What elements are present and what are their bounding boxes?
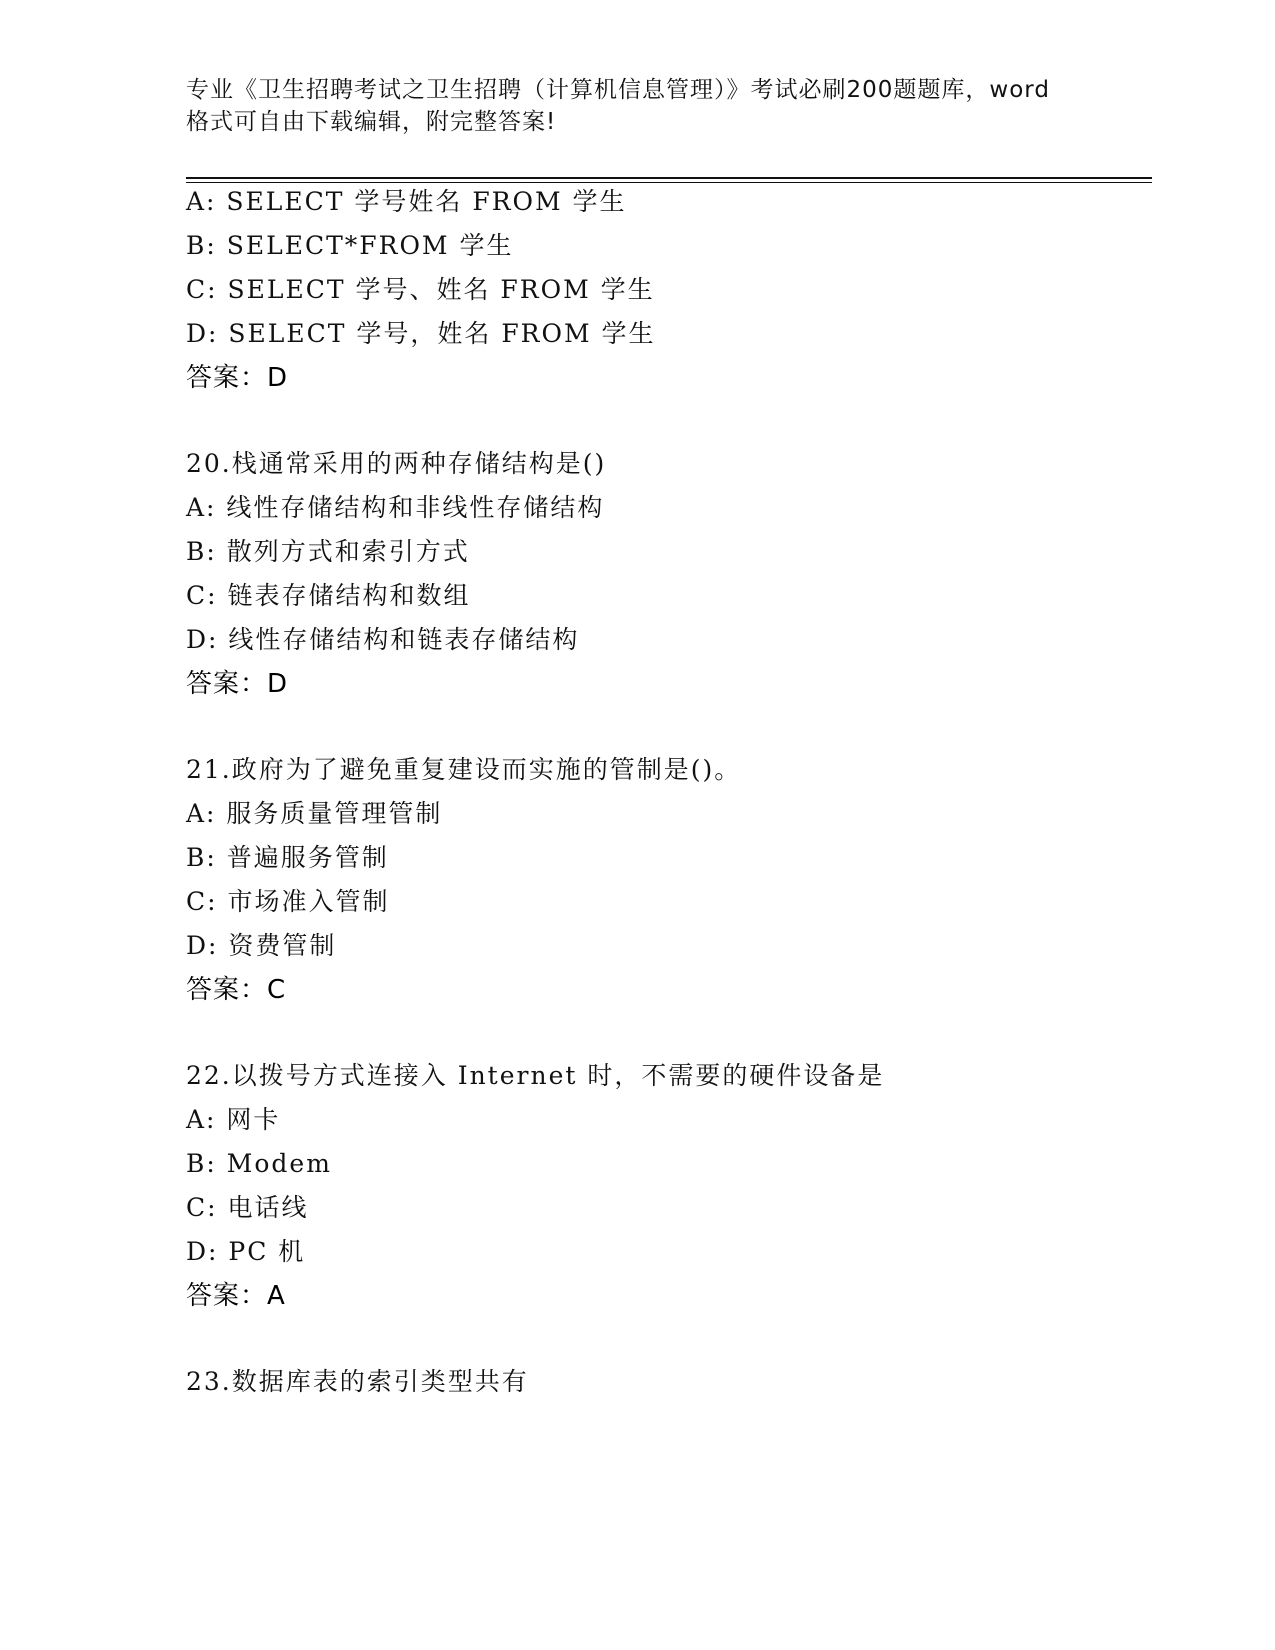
q19-option-d: D: SELECT 学号，姓名 FROM 学生 [186, 319, 656, 348]
q19-option-a: A: SELECT 学号姓名 FROM 学生 [186, 187, 627, 216]
q20-option-b: B: 散列方式和索引方式 [186, 537, 470, 566]
q22-option-a: A: 网卡 [186, 1105, 281, 1134]
header-divider-thin [186, 182, 1152, 183]
q20-option-d: D: 线性存储结构和链表存储结构 [186, 625, 580, 654]
header-line-2: 格式可自由下载编辑，附完整答案! [186, 109, 557, 135]
header-divider-thick [186, 177, 1152, 179]
q20-option-c: C: 链表存储结构和数组 [186, 581, 471, 610]
q19-option-c: C: SELECT 学号、姓名 FROM 学生 [186, 275, 655, 304]
q22-answer: 答案：A [186, 1281, 286, 1311]
q21-answer: 答案：C [186, 975, 287, 1005]
q22-question: 22.以拨号方式连接入 Internet 时，不需要的硬件设备是 [186, 1061, 885, 1090]
q20-question: 20.栈通常采用的两种存储结构是() [186, 449, 607, 478]
q21-option-c: C: 市场准入管制 [186, 887, 390, 916]
q22-option-c: C: 电话线 [186, 1193, 309, 1222]
q23-question: 23.数据库表的索引类型共有 [186, 1367, 529, 1396]
q22-option-d: D: PC 机 [186, 1237, 306, 1266]
q22-option-b: B: Modem [186, 1149, 332, 1178]
document-header [186, 74, 1086, 138]
q19-answer: 答案：D [186, 363, 289, 393]
q21-option-d: D: 资费管制 [186, 931, 337, 960]
q19-option-b: B: SELECT*FROM 学生 [186, 231, 514, 260]
q21-option-b: B: 普遍服务管制 [186, 843, 389, 872]
header-line-1: 专业《卫生招聘考试之卫生招聘（计算机信息管理）》考试必刷200题题库，word [186, 77, 1050, 103]
q20-option-a: A: 线性存储结构和非线性存储结构 [186, 493, 605, 522]
q20-answer: 答案：D [186, 669, 289, 699]
q21-question: 21.政府为了避免重复建设而实施的管制是()。 [186, 755, 742, 784]
q21-option-a: A: 服务质量管理管制 [186, 799, 443, 828]
